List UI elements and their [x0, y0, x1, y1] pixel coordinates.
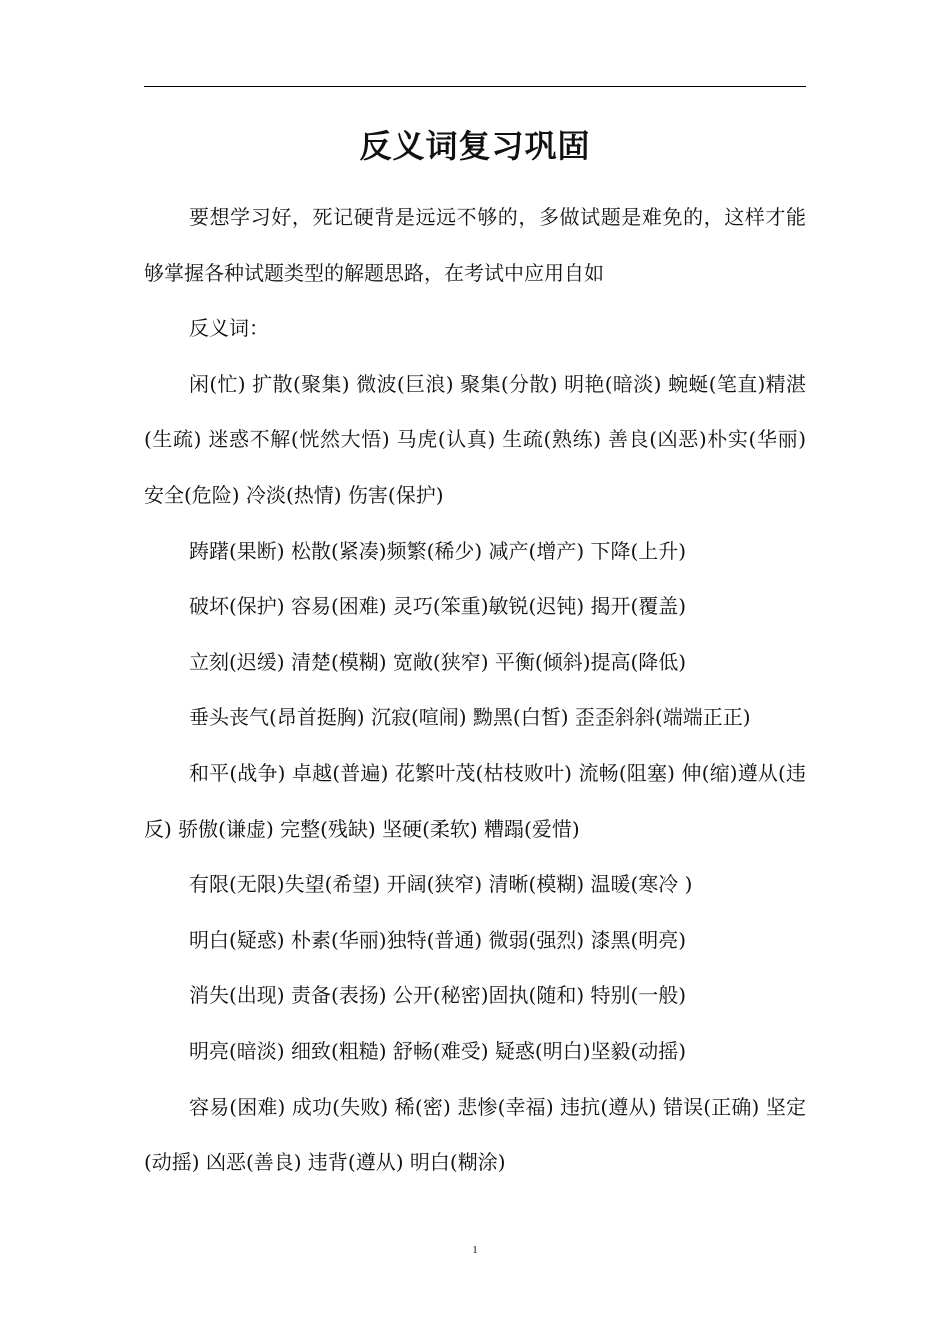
- paragraph: 有限(无限)失望(希望) 开阔(狭窄) 清晰(模糊) 温暖(寒冷 ): [189, 872, 693, 897]
- paragraph: 明亮(暗淡) 细致(粗糙) 舒畅(难受) 疑惑(明白)坚毅(动摇): [189, 1038, 687, 1063]
- paragraph: 闲(忙) 扩散(聚集) 微波(巨浪) 聚集(分散) 明艳(暗淡) 蜿蜒(笔直)精湛(生疏) 迷惑不解(恍然大悟) 马虎(认真) 生疏(熟练) 善良(凶恶)朴实(华丽) 安全(危险) 冷淡(热情) 伤害(保护): [144, 371, 806, 507]
- paragraph: 明白(疑惑) 朴素(华丽)独特(普通) 微弱(强烈) 漆黑(明亮): [189, 927, 687, 952]
- header-rule: [144, 86, 806, 87]
- paragraph: 踌躇(果断) 松散(紧凑)频繁(稀少) 减产(增产) 下降(上升): [189, 538, 687, 563]
- document-title: 反义词复习巩固: [359, 127, 591, 165]
- paragraph: 立刻(迟缓) 清楚(模糊) 宽敞(狭窄) 平衡(倾斜)提高(降低): [189, 649, 687, 674]
- paragraph: 容易(困难) 成功(失败) 稀(密) 悲惨(幸福) 违抗(遵从) 错误(正确) 坚定(动摇) 凶恶(善良) 违背(遵从) 明白(糊涂): [144, 1094, 806, 1175]
- paragraph: 垂头丧气(昂首挺胸) 沉寂(喧闹) 黝黑(白皙) 歪歪斜斜(端端正正): [189, 705, 751, 730]
- document-body: [144, 190, 806, 1191]
- paragraph: 破坏(保护) 容易(困难) 灵巧(笨重)敏锐(迟钝) 揭开(覆盖): [189, 594, 687, 619]
- paragraph-heading: 反义词：: [189, 316, 269, 341]
- paragraph: 和平(战争) 卓越(普遍) 花繁叶茂(枯枝败叶) 流畅(阻塞) 伸(缩)遵从(违反) 骄傲(谦虚) 完整(残缺) 坚硬(柔软) 糟蹋(爱惜): [144, 760, 806, 841]
- paragraph-intro: 要想学习好，死记硬背是远远不够的，多做试题是难免的，这样才能够掌握各种试题类型的解题思路，在考试中应用自如: [144, 205, 806, 285]
- paragraph: 消失(出现) 责备(表扬) 公开(秘密)固执(随和) 特别(一般): [189, 983, 687, 1008]
- page-number: 1: [472, 1244, 478, 1256]
